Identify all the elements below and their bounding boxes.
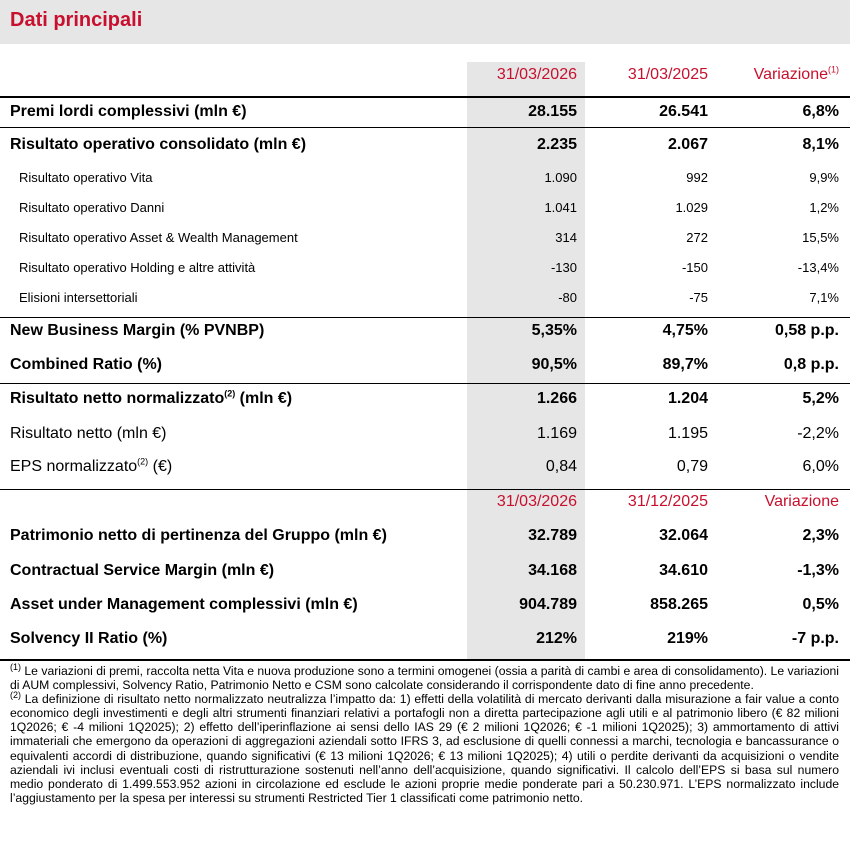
header-col-change: Variazione [764,493,839,510]
footnote-1: $^{(1)}$ Le variazioni di premi, raccolta netta Vita e nuova produzione sono a termini omogenei (ossia a parità di cambi e area di consolidamento). Le variazioni di AUM complessivi, Solvency Ratio, Patrimonio Netto e CSM sono calcolate considerando il corrispondente dato di fine anno precedente. [10,661,839,693]
header-col-current: 31/03/2026 [496,66,577,83]
page-title: Dati principali [10,9,143,31]
footnotes [10,661,839,805]
footnote-2: $^{(2)}$ La definizione di risultato netto normalizzato neutralizza l’impatto da: 1) effetti della volatilità di mercato derivanti dalla misurazione a fair value a conto economico degli investimenti e degli altri strumenti finanziari relativi a portafogli non a diretta partecipazione agli utili e al patrimonio libero (€ 82 milioni 1Q2026; € -4 milioni 1Q2025); 2) effetto dell’iperinflazione ai sensi dello IAS 29 (€ 2 milioni 1Q2026; € -1 milioni 1Q2025); 3) ammortamento di attivi immateriali che emergono da operazioni di aggregazioni aziendali sotto IFRS 3, ad esclusione di quelli connessi a marchi, tecnologia e bancassurance o equivalenti accordi di distribuzione, quando significativi (€ 13 milioni 1Q2026; € 13 milioni 1Q2025); 4) utili o perdite derivanti da acquisizioni o vendite aziendali ivi inclusi eventuali costi di ristrutturazione sostenuti nell’anno dell’acquisizione, quando significativi. Il calcolo dell’EPS si basa sul numero medio ponderato di 1.499.553.952 azioni in circolazione ed esclude le azioni proprie medie ponderate pari a 50.230.971. L’EPS normalizzato include l’aggiustamento per la spesa per interessi su strumenti Restricted Tier 1 classificati come patrimonio netto. [10,690,839,805]
divider [0,383,850,384]
divider [0,96,850,98]
header-col-current: 31/03/2026 [496,493,577,510]
title-bar [0,0,850,44]
divider [0,659,850,661]
header-col-change: Variazione$^{(1)}$ [753,64,839,83]
header-col-previous: 31/03/2025 [627,66,708,83]
divider [0,489,850,490]
header-col-previous: 31/12/2025 [627,493,708,510]
divider [0,127,850,128]
divider [0,317,850,318]
